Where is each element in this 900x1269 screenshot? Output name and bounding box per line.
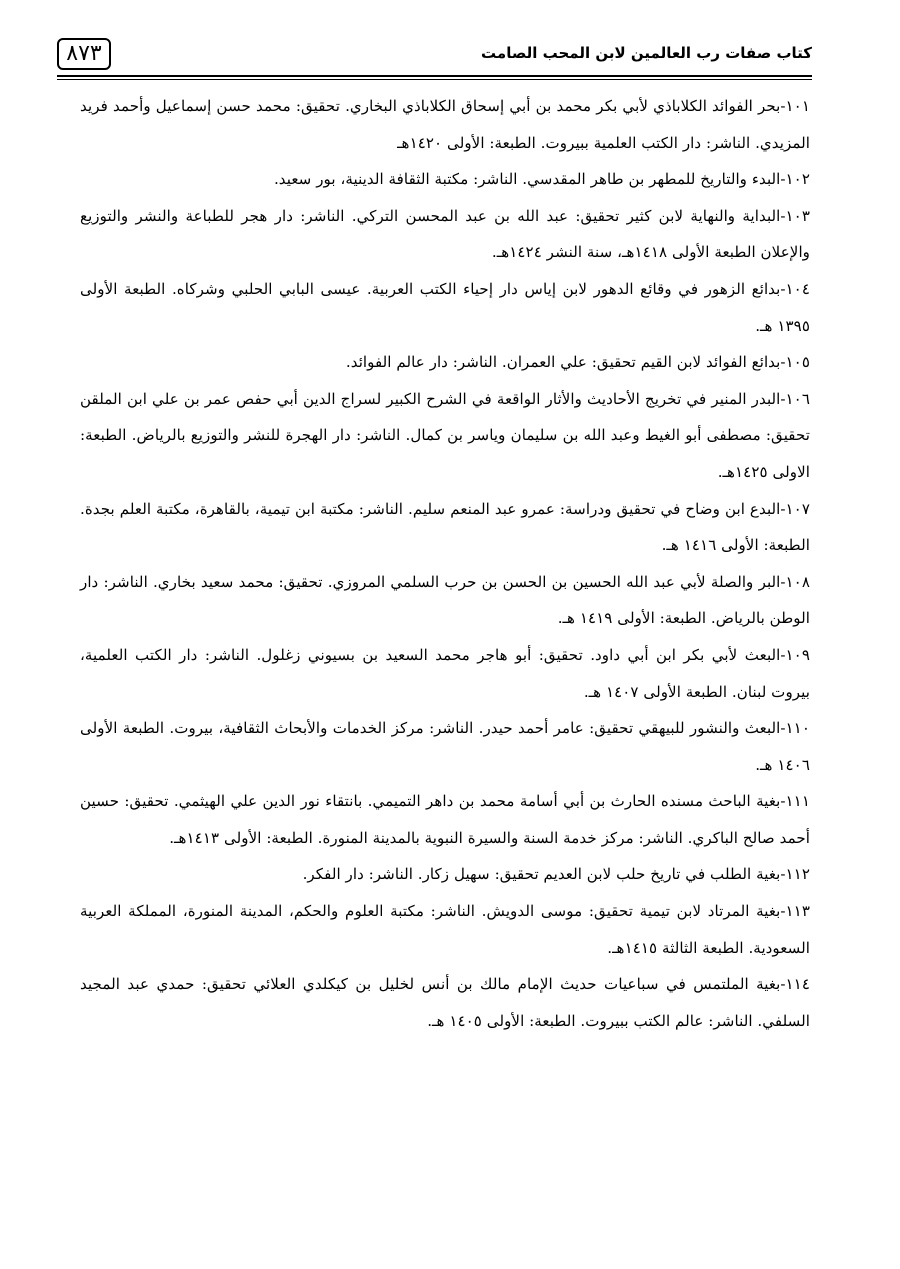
bibliography-entry-111: ١١١-بغية الباحث مسنده الحارث بن أبي أسامة محمد بن داهر التميمي. بانتقاء نور الدين علي الهيثمي. تحقيق: حسين أحمد صالح الباكري. الناشر: مركز خدمة السنة والسيرة النبوية بالمدينة المنورة. الطبعة: الأولى ١٤١٣هـ. [80, 792, 810, 847]
bibliography-entry-103: ١٠٣-البداية والنهاية لابن كثير تحقيق: عبد الله بن عبد المحسن التركي. الناشر: دار هجر للطباعة والنشر والتوزيع والإعلان الطبعة الأولى ١٤١٨هـ، سنة النشر ١٤٢٤هـ. [80, 206, 810, 262]
bibliography-entry-110: ١١٠-البعث والنشور للبيهقي تحقيق: عامر أحمد حيدر. الناشر: مركز الخدمات والأبحاث الثقافية، بيروت. الطبعة الأولى ١٤٠٦ هـ. [80, 719, 810, 774]
book-title: كتاب صفات رب العالمين لابن المحب الصامت [481, 44, 812, 62]
bibliography-entry-112: ١١٢-بغية الطلب في تاريخ حلب لابن العديم تحقيق: سهيل زكار. الناشر: دار الفكر. [302, 865, 810, 884]
bibliography-entry-104: ١٠٤-بدائع الزهور في وقائع الدهور لابن إياس دار إحياء الكتب العربية. عيسى البابي الحلبي وشركاه. الطبعة الأولى ١٣٩٥ هـ. [80, 279, 810, 335]
page-header [57, 36, 812, 80]
header-rule-thick [57, 75, 812, 77]
header-rule-thin [57, 79, 812, 80]
bibliography-entry-109: ١٠٩-البعث لأبي بكر ابن أبي داود. تحقيق: أبو هاجر محمد السعيد بن بسيوني زغلول. الناشر: دار الكتب العلمية، بيروت لبنان. الطبعة الأولى ١٤٠٧ هـ. [80, 645, 810, 701]
bibliography-entry-105: ١٠٥-بدائع الفوائد لابن القيم تحقيق: علي العمران. الناشر: دار عالم الفوائد. [345, 353, 810, 372]
bibliography-entry-113: ١١٣-بغية المرتاد لابن تيمية تحقيق: موسى الدويش. الناشر: مكتبة العلوم والحكم، المدينة المنورة، المملكة العربية السعودية. الطبعة الثالثة ١٤١٥هـ. [80, 902, 810, 957]
bibliography-entry-106: ١٠٦-البدر المنير في تخريج الأحاديث والأثار الواقعة في الشرح الكبير لسراج الدين أبي حفص عمر بن علي ابن الملقن تحقيق: مصطفى أبو الغيط وعبد الله بن سليمان وياسر بن كمال. الناشر: دار الهجرة للنشر والتوزيع بالرياض. الطبعة: الاولى ١٤٢٥هـ. [80, 389, 810, 481]
bibliography-entry-108: ١٠٨-البر والصلة لأبي عبد الله الحسين بن الحسن بن حرب السلمي المروزي. تحقيق: محمد سعيد بخاري. الناشر: دار الوطن بالرياض. الطبعة: الأولى ١٤١٩ هـ. [80, 572, 810, 628]
bibliography-list [80, 88, 810, 1039]
bibliography-entry-114: ١١٤-بغية الملتمس في سباعيات حديث الإمام مالك بن أنس لخليل بن كيكلدي العلائي تحقيق: حمدي عبد المجيد السلفي. الناشر: عالم الكتب ببيروت. الطبعة: الأولى ١٤٠٥ هـ. [80, 975, 810, 1030]
bibliography-entry-107: ١٠٧-البدع ابن وضاح في تحقيق ودراسة: عمرو عبد المنعم سليم. الناشر: مكتبة ابن تيمية، بالقاهرة، مكتبة العلم بجدة. الطبعة: الأولى ١٤١٦ هـ. [80, 499, 810, 555]
bibliography-entry-102: ١٠٢-البدء والتاريخ للمطهر بن طاهر المقدسي. الناشر: مكتبة الثقافة الدينية، بور سعيد. [273, 170, 810, 189]
page-number: ٨٧٣ [57, 38, 111, 70]
bibliography-entry-101: ١٠١-بحر الفوائد الكلاباذي لأبي بكر محمد بن أبي إسحاق الكلاباذي البخاري. تحقيق: محمد حسن إسماعيل وأحمد فريد المزيدي. الناشر: دار الكتب العلمية ببيروت. الطبعة: الأولى ١٤٢٠هـ [80, 97, 810, 152]
